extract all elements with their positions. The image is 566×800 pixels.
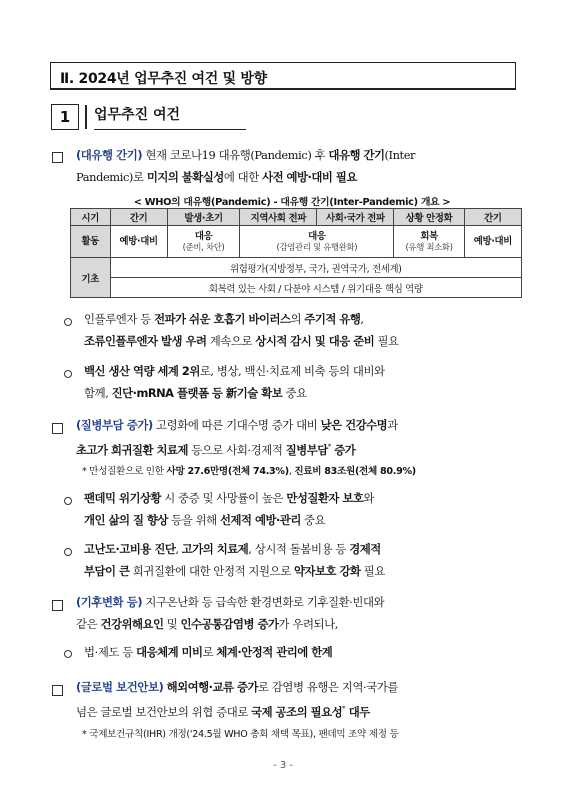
checkbox-bullet-icon bbox=[52, 600, 63, 611]
paragraph-line: 함께, 진단·mRNA 플랫폼 등 新기술 확보 중요 bbox=[84, 386, 307, 400]
table-row bbox=[71, 226, 522, 258]
paragraph-line: 백신 생산 역량 세계 2위로, 병상, 백신·치료제 비축 등의 대비와 bbox=[84, 364, 385, 378]
paragraph-line: (질병부담 증가) 고령화에 따른 기대수명 증가 대비 낮은 건강수명과 bbox=[76, 418, 398, 432]
table-cell: 예방·대비 bbox=[110, 226, 167, 258]
table-cell bbox=[240, 226, 394, 258]
table-cell bbox=[394, 226, 464, 258]
cell-main: 대응 bbox=[308, 230, 326, 242]
checkbox-bullet-icon bbox=[52, 423, 63, 434]
cell-sub: (준비, 차단) bbox=[182, 241, 225, 252]
page-number: - 3 - bbox=[273, 760, 293, 771]
table-cell bbox=[167, 226, 240, 258]
subsection-title: 업무추진 여건 bbox=[94, 104, 246, 130]
circle-bullet-icon bbox=[64, 548, 72, 556]
footnote-ihr: * 국제보건규칙(IHR) 개정('24.5월 WHO 총회 채택 목표), 팬데믹 조약 제정 등 bbox=[82, 729, 399, 740]
checkbox-bullet-icon bbox=[52, 152, 63, 163]
table-header: 사회·국가 전파 bbox=[317, 209, 394, 226]
cell-sub: (유행 최소화) bbox=[405, 241, 453, 252]
paragraph-line: (대유행 간기) 현재 코로나19 대유행(Pandemic) 후 대유행 간기(Inter bbox=[76, 148, 416, 162]
paragraph-pandemic bbox=[76, 144, 522, 188]
subsection-number: 1 bbox=[51, 104, 79, 130]
checkbox-bullet-icon bbox=[52, 685, 63, 696]
paragraph-line: 넘은 글로벌 보건안보의 위협 증대로 국제 공조의 필요성* 대두 bbox=[76, 704, 370, 719]
circle-bullet-icon bbox=[64, 370, 72, 378]
table-header: 간기 bbox=[110, 209, 167, 226]
circle-bullet-icon bbox=[64, 318, 72, 326]
table-header: 간기 bbox=[464, 209, 521, 226]
table-cell: 예방·대비 bbox=[464, 226, 521, 258]
table-title: < WHO의 대유행(Pandemic) - 대유행 간기(Inter-Pandemic) 개요 > bbox=[133, 197, 451, 208]
table-header: 발생·초기 bbox=[167, 209, 240, 226]
bullet-legal bbox=[84, 641, 524, 663]
row-label: 기초 bbox=[71, 258, 111, 298]
table-row bbox=[71, 278, 522, 298]
table-row bbox=[71, 258, 522, 278]
subsection-divider bbox=[85, 105, 87, 129]
cell-main: 회복 bbox=[420, 230, 438, 242]
paragraph-line: 초고가 희귀질환 치료제 등으로 사회·경제적 질병부담* 증가 bbox=[76, 442, 356, 457]
paragraph-line: 조류인플루엔자 발생 우려 계속으로 상시적 감시 및 대응 준비 필요 bbox=[84, 334, 399, 348]
paragraph-line: 고난도·고비용 진단, 고가의 치료제, 상시적 돌봄비용 등 경제적 bbox=[84, 542, 381, 556]
paragraph-line: 같은 건강위해요인 및 인수공통감염병 증가가 우려되나, bbox=[76, 617, 338, 631]
paragraph-line: (기후변화 등) 지구온난화 등 급속한 환경변화로 기후질환·빈대와 bbox=[76, 595, 385, 609]
bullet-pandemic-crisis bbox=[84, 487, 524, 531]
paragraph-line: 법·제도 등 대응체계 미비로 체계·안정적 관리에 한계 bbox=[84, 645, 333, 659]
circle-bullet-icon bbox=[64, 650, 72, 658]
paragraph-line: 인플루엔자 등 전파가 쉬운 호흡기 바이러스의 주기적 유행, bbox=[84, 312, 364, 326]
paragraph-disease-burden bbox=[76, 414, 522, 461]
table-header: 지역사회 전파 bbox=[240, 209, 317, 226]
paragraph-climate bbox=[76, 591, 522, 635]
bullet-vaccine bbox=[84, 360, 524, 404]
row-label: 활동 bbox=[71, 226, 111, 258]
circle-bullet-icon bbox=[64, 497, 72, 505]
footnote-chronic: * 만성질환으로 인한 사망 27.6만명(전체 74.3%), 진료비 83조원(전체 80.9%) bbox=[82, 466, 416, 477]
table-cell: 회복력 있는 사회 / 다분야 시스템 / 위기대응 핵심 역량 bbox=[110, 278, 521, 298]
table-cell: 위험평가(지방정부, 국가, 권역국가, 전세계) bbox=[110, 258, 521, 278]
paragraph-line: 개인 삶의 질 향상 등을 위해 선제적 예방·관리 중요 bbox=[84, 513, 326, 527]
cell-sub: (감염관리 및 유행완화) bbox=[276, 241, 358, 252]
section-title: Ⅱ. 2024년 업무추진 여건 및 방향 bbox=[50, 62, 516, 90]
table-header: 상황 안정화 bbox=[394, 209, 464, 226]
who-pandemic-table bbox=[70, 208, 522, 298]
table-header-row bbox=[71, 209, 522, 226]
cell-main: 대응 bbox=[194, 230, 213, 242]
paragraph-line: (글로벌 보건안보) 해외여행·교류 증가로 감염병 유행은 지역·국가를 bbox=[76, 680, 399, 694]
paragraph-line: 팬데믹 위기상황 시 중증 및 사망률이 높은 만성질환자 보호와 bbox=[84, 491, 374, 505]
table-header: 시기 bbox=[71, 209, 111, 226]
paragraph-line: Pandemic)로 미지의 불확실성에 대한 사전 예방·대비 필요 bbox=[76, 170, 357, 184]
paragraph-line: 부담이 큰 희귀질환에 대한 안정적 지원으로 약자보호 강화 필요 bbox=[84, 564, 385, 578]
bullet-rare-disease bbox=[84, 538, 524, 582]
paragraph-global-security bbox=[76, 676, 522, 723]
bullet-influenza bbox=[84, 308, 524, 352]
